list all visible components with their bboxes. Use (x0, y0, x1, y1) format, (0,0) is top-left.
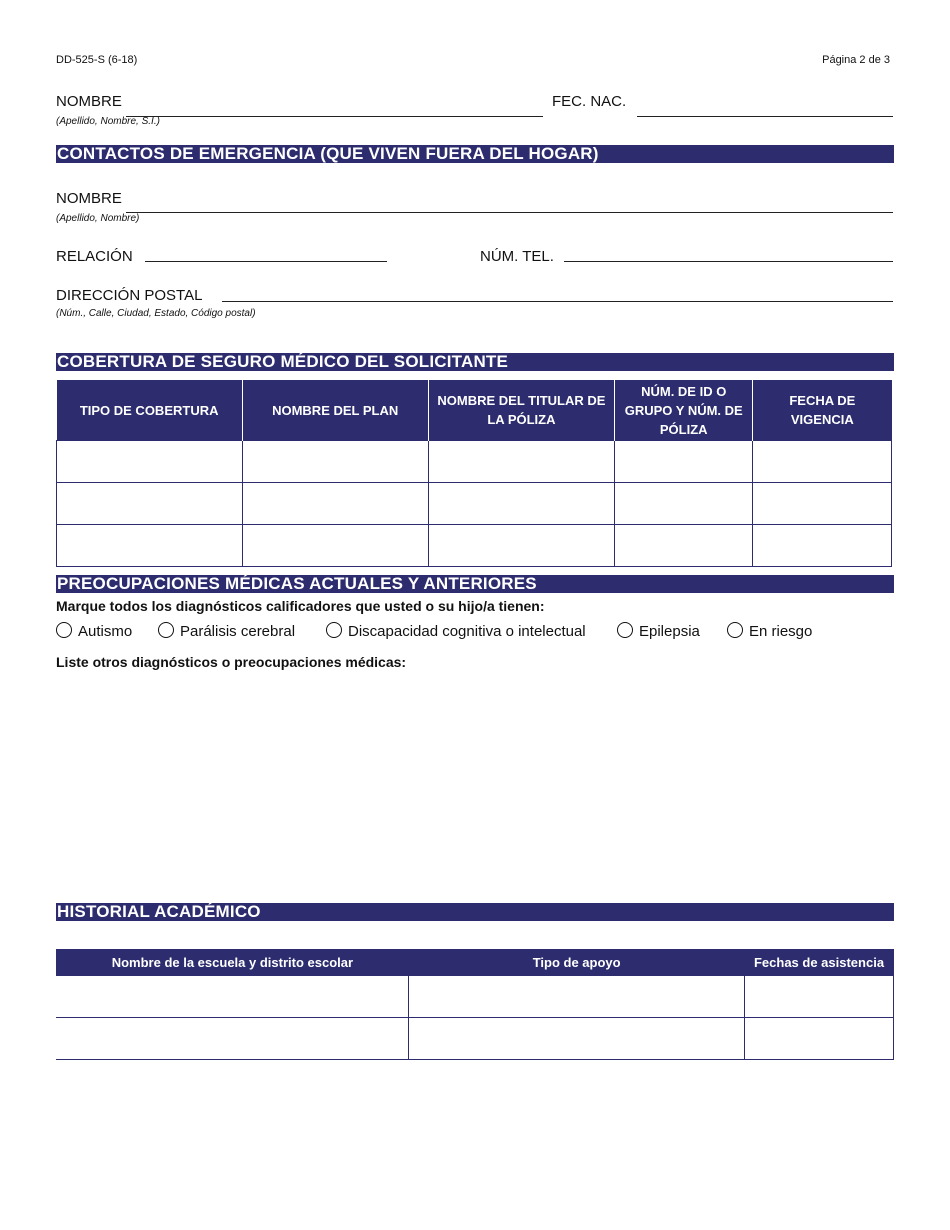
insurance-header-row (57, 380, 892, 441)
emergency-phone-field[interactable] (564, 261, 893, 262)
table-row (56, 1018, 894, 1060)
insurance-cell[interactable] (753, 483, 892, 525)
applicant-dob-field[interactable] (637, 116, 893, 117)
emergency-address-field[interactable] (222, 301, 893, 302)
radio-icon[interactable] (326, 622, 342, 638)
insurance-cell[interactable] (615, 525, 753, 567)
insurance-cell[interactable] (428, 441, 615, 483)
page-number: Página 2 de 3 (822, 54, 890, 66)
option-cerebral-palsy[interactable] (158, 622, 295, 640)
medical-other-field[interactable] (56, 676, 894, 891)
option-label: En riesgo (749, 623, 813, 640)
insurance-col-plan: NOMBRE DEL PLAN (242, 380, 428, 441)
academic-header-row (56, 949, 894, 976)
applicant-dob-label: FEC. NAC. (552, 93, 627, 110)
option-label: Epilepsia (639, 623, 700, 640)
applicant-name-field[interactable] (126, 116, 543, 117)
insurance-col-id: NÚM. DE ID O GRUPO Y NÚM. DE PÓLIZA (615, 380, 753, 441)
medical-other-label: Liste otros diagnósticos o preocupaciones médicas: (56, 654, 407, 670)
option-autism[interactable] (56, 622, 132, 640)
academic-section-title: HISTORIAL ACADÉMICO (56, 903, 894, 921)
insurance-cell[interactable] (615, 483, 753, 525)
emergency-phone-label: NÚM. TEL. (480, 248, 554, 265)
option-epilepsy[interactable] (617, 622, 700, 640)
emergency-section-title: CONTACTOS DE EMERGENCIA (QUE VIVEN FUERA DEL HOGAR) (56, 145, 894, 163)
option-label: Discapacidad cognitiva o intelectual (348, 623, 586, 640)
insurance-cell[interactable] (57, 483, 243, 525)
medical-section-title: PREOCUPACIONES MÉDICAS ACTUALES Y ANTERIORES (56, 575, 894, 593)
applicant-name-hint: (Apellido, Nombre, S.I.) (56, 116, 160, 127)
option-intellectual-disability[interactable] (326, 622, 586, 640)
applicant-name-label: NOMBRE (56, 93, 122, 110)
academic-cell[interactable] (56, 1018, 409, 1060)
table-row (57, 441, 892, 483)
radio-icon[interactable] (56, 622, 72, 638)
insurance-col-holder: NOMBRE DEL TITULAR DE LA PÓLIZA (428, 380, 615, 441)
academic-cell[interactable] (56, 976, 409, 1018)
emergency-address-hint: (Núm., Calle, Ciudad, Estado, Código postal) (56, 308, 256, 319)
insurance-cell[interactable] (242, 525, 428, 567)
emergency-relation-field[interactable] (145, 261, 387, 262)
insurance-cell[interactable] (428, 483, 615, 525)
table-row (57, 483, 892, 525)
insurance-cell[interactable] (615, 441, 753, 483)
radio-icon[interactable] (158, 622, 174, 638)
academic-cell[interactable] (409, 976, 745, 1018)
emergency-name-hint: (Apellido, Nombre) (56, 213, 140, 224)
insurance-cell[interactable] (242, 483, 428, 525)
academic-cell[interactable] (409, 1018, 745, 1060)
academic-col-dates: Fechas de asistencia (745, 949, 894, 976)
radio-icon[interactable] (727, 622, 743, 638)
table-row (56, 976, 894, 1018)
radio-icon[interactable] (617, 622, 633, 638)
option-at-risk[interactable] (727, 622, 812, 640)
emergency-name-label: NOMBRE (56, 190, 122, 207)
insurance-table (56, 380, 892, 567)
academic-col-support: Tipo de apoyo (409, 949, 745, 976)
medical-instruction: Marque todos los diagnósticos calificadores que usted o su hijo/a tienen: (56, 598, 545, 614)
academic-table (56, 949, 894, 1060)
form-id: DD-525-S (6-18) (56, 54, 138, 66)
insurance-section-title: COBERTURA DE SEGURO MÉDICO DEL SOLICITANTE (56, 353, 894, 371)
emergency-name-field[interactable] (126, 212, 893, 213)
insurance-cell[interactable] (57, 525, 243, 567)
insurance-cell[interactable] (753, 525, 892, 567)
insurance-col-type: TIPO DE COBERTURA (57, 380, 243, 441)
emergency-relation-label: RELACIÓN (56, 248, 133, 265)
option-label: Parálisis cerebral (180, 623, 296, 640)
academic-col-school: Nombre de la escuela y distrito escolar (56, 949, 409, 976)
academic-cell[interactable] (745, 976, 894, 1018)
insurance-col-date: FECHA DE VIGENCIA (753, 380, 892, 441)
insurance-cell[interactable] (57, 441, 243, 483)
table-row (57, 525, 892, 567)
insurance-cell[interactable] (753, 441, 892, 483)
insurance-cell[interactable] (242, 441, 428, 483)
emergency-address-label: DIRECCIÓN POSTAL (56, 287, 203, 304)
academic-cell[interactable] (745, 1018, 894, 1060)
option-label: Autismo (78, 623, 133, 640)
insurance-cell[interactable] (428, 525, 615, 567)
